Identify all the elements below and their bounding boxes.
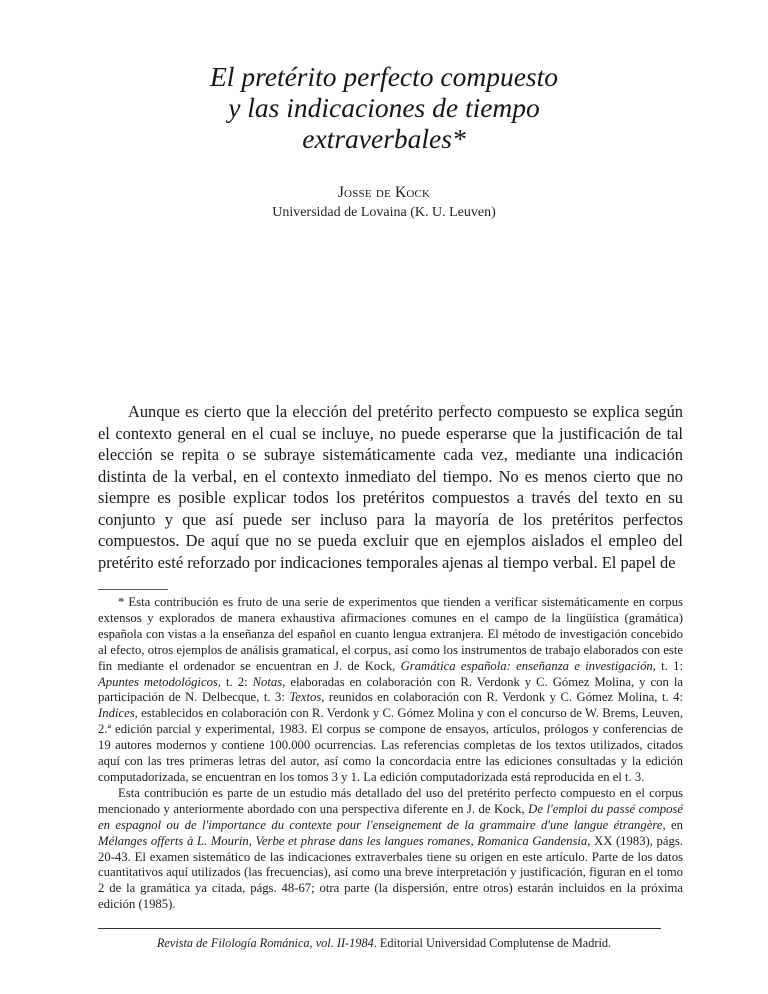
footnote-paragraph-2: [98, 786, 683, 913]
title-line-2: y las indicaciones de tiempo: [228, 92, 540, 123]
footnote-text: , elaboradas en colaboración con R. Verdonk y C. Gómez Molina, y con la participación de N. Delbecque, t. 3:: [98, 674, 683, 705]
footnote-text: Esta contribución es parte de un estudio más detallado del uso del pretérito perfecto compuesto en el corpus mencionado y anteriormente abordado con una perspectiva diferente en J. de Kock,: [98, 785, 683, 816]
journal-name: Revista de Filología Románica, vol. II-1984: [156, 936, 374, 950]
body-text: [98, 401, 683, 573]
footnote-text: , establecidos en colaboración con R. Verdonk y C. Gómez Molina y con el concurso de W. Brems, Leuven, 2.ª edición parcial y experimental, 1983. El corpus se compone de ensayos, artículos, prólogos y conferencias de 19 autores modernos y contiene 100.000 ocurrencias. Las referencias completas de los textos utilizados, citados aquí con las tres primeras letras del autor, así como la concordacia entre las ediciones consultadas y la edición computadorizada, se encuentran en los tomos 3 y 1. La edición computadorizada está reproducida en el t. 3.: [98, 706, 683, 784]
publisher: . Editorial Universidad Complutense de Madrid.: [373, 936, 612, 950]
author-name: Josse de Kock: [337, 184, 431, 201]
journal-footer: [0, 936, 768, 951]
footer-rule: [98, 928, 661, 929]
footnote-text: * Esta contribución es fruto de una serie de experimentos que tienden a verificar sistemáticamente en corpus extensos y explorados de manera exhaustiva afirmaciones comunes en el campo de la lingüística (gramática) española con vistas a la enseñanza del español en cuanto lengua extranjera. El método de investigación concebido al efecto, otros ejemplos de análisis gramatical, el corpus, así como los instrumentos de trabajo elaborados con este fin mediante el ordenador se encuentran en J. de Kock,: [98, 595, 683, 673]
footnote-citation-title: Gramática española: enseñanza e investigación: [400, 658, 653, 673]
title-line-1: El pretérito perfecto compuesto: [210, 61, 558, 92]
footnote-text: , reunidos en colaboración con R. Verdonk y C. Gómez Molina, t. 4:: [321, 690, 683, 705]
footnote-citation-title: Mélanges offerts à L. Mourin, Verbe et phrase dans les langues romanes, Romanica Gandensia: [98, 833, 588, 848]
article-title: [0, 61, 768, 154]
footnote: [98, 595, 683, 913]
footnote-paragraph-1: [98, 595, 683, 786]
title-line-3: extraverbales*: [302, 123, 466, 154]
footnote-text: , en: [662, 817, 683, 832]
body-paragraph: Aunque es cierto que la elección del pretérito perfecto compuesto se explica según el contexto general en el cual se incluye, no puede esperarse que la justificación de tal elección se repita o se subraye sistemáticamente cada vez, mediante una indicación distinta de la verbal, en el contexto inmediato del tiempo. No es menos cierto que no siempre es posible explicar todos los pretéritos compuestos a través del texto en su conjunto y que así puede ser incluso para la mayoría de los pretéritos perfectos compuestos. De aquí que no se pueda excluir que en ejemplos aislados el empleo del pretérito esté reforzado por indicaciones temporales ajenas al tiempo verbal. El papel de: [98, 402, 683, 572]
footnote-separator: [98, 589, 168, 590]
footnote-citation-title: Indices: [98, 706, 135, 721]
footnote-citation-title: Textos: [289, 690, 322, 705]
footnote-citation-title: De l'emploi du passé composé en espagnol ou de l'importance du contexte pour l'enseignement de la grammaire d'une langue étrangère: [98, 801, 683, 832]
footnote-citation-title: Notas: [252, 674, 283, 689]
footnote-citation-title: Apuntes metodológicos: [98, 674, 218, 689]
footnote-text: , t. 1:: [652, 658, 683, 673]
footnote-text: , XX (1983), págs. 20-43. El examen sistemático de las indicaciones extraverbales tiene su origen en este artículo. Parte de los datos cuantitativos aquí utilizados (las frecuencias), así como una breve interpretación y justificación, figuran en el tomo 2 de la gramática ya citada, págs. 48-67; otra parte (la dispersión, entre otros) estarán incluidos en la próxima edición (1985).: [98, 833, 683, 912]
author-affiliation: Universidad de Lovaina (K. U. Leuven): [272, 205, 496, 220]
footnote-text: , t. 2:: [217, 674, 253, 689]
